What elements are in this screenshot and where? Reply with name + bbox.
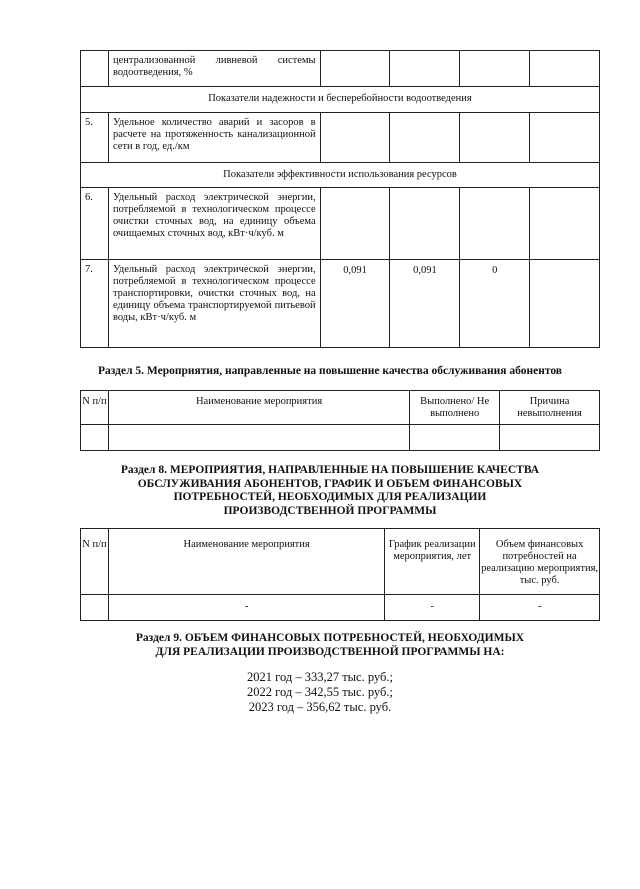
section8-title: Раздел 8. МЕРОПРИЯТИЯ, НАПРАВЛЕННЫЕ НА ПОВЫШЕНИЕ КАЧЕСТВА ОБСЛУЖИВАНИЯ АБОНЕНТОВ, ГРАФИК И ОБЪЕМ ФИНАНСОВЫХ ПОТРЕБНОСТЕЙ, НЕОБХОДИМЫХ ДЛЯ РЕАЛИЗАЦИИ ПРОИЗВОДСТВЕННОЙ ПРОГРАММЫ (120, 464, 540, 517)
year-2022-value: 2022 год – 342,55 тыс. руб.; (247, 685, 393, 699)
section-efficiency-title: Показатели эффективности использования ресурсов (81, 163, 600, 188)
indicator-description: Удельный расход электрической энергии, потребляемой в технологическом процессе очистки сточных вод, на единицу объема очищаемых сточных вод, кВт·ч/куб. м (108, 188, 320, 260)
header-volume: Объем финансовых потребностей на реализацию мероприятия, тыс. руб. (480, 529, 600, 595)
table-header-row (81, 391, 600, 425)
financial-needs-list (0, 670, 640, 715)
value-cell: 0,091 (320, 260, 390, 348)
cell-schedule: - (385, 595, 480, 621)
section5-title: Раздел 5. Мероприятия, направленные на повышение качества обслуживания абонентов (97, 365, 562, 377)
row-number: 5. (81, 113, 109, 163)
header-name: Наименование мероприятия (108, 391, 409, 425)
table-row (81, 260, 600, 348)
year-2023-value: 2023 год – 356,62 тыс. руб. (248, 700, 392, 714)
indicators-table (80, 50, 600, 348)
section5-table (80, 390, 600, 451)
header-schedule: График реализации мероприятия, лет (385, 529, 480, 595)
indicator-description: Удельное количество аварий и засоров в расчете на протяженность канализационной сети в год, ед./км (108, 113, 320, 163)
header-name: Наименование мероприятия (108, 529, 384, 595)
table-row (81, 595, 600, 621)
section-row (81, 87, 600, 113)
header-reason: Причина невыполнения (500, 391, 600, 425)
section9-title: Раздел 9. ОБЪЕМ ФИНАНСОВЫХ ПОТРЕБНОСТЕЙ, НЕОБХОДИМЫХ ДЛЯ РЕАЛИЗАЦИИ ПРОИЗВОДСТВЕННОЙ ПРОГРАММЫ НА: (135, 632, 525, 658)
table-row (81, 113, 600, 163)
row-number: 6. (81, 188, 109, 260)
section-row (81, 163, 600, 188)
indicator-description: централизованной ливневой системы водоотведения, % (108, 51, 320, 87)
header-status: Выполнено/ Не выполнено (410, 391, 500, 425)
value-cell: 0,091 (390, 260, 460, 348)
header-num: N п/п (81, 529, 109, 595)
section-reliability-title: Показатели надежности и бесперебойности водоотведения (81, 87, 600, 113)
table-header-row (81, 529, 600, 595)
section8-table (80, 528, 600, 621)
table-row (81, 188, 600, 260)
table-row (81, 425, 600, 451)
table-row (81, 51, 600, 87)
indicator-description: Удельный расход электрической энергии, потребляемой в технологическом процессе транспортировки, очистки сточных вод, на единицу объема транспортируемой питьевой воды, кВт·ч/куб. м (108, 260, 320, 348)
row-number (81, 51, 109, 87)
year-2021-value: 2021 год – 333,27 тыс. руб.; (247, 670, 393, 684)
cell-volume: - (480, 595, 600, 621)
value-cell: 0 (460, 260, 530, 348)
header-num: N п/п (81, 391, 109, 425)
row-number: 7. (81, 260, 109, 348)
cell-name: - (108, 595, 384, 621)
